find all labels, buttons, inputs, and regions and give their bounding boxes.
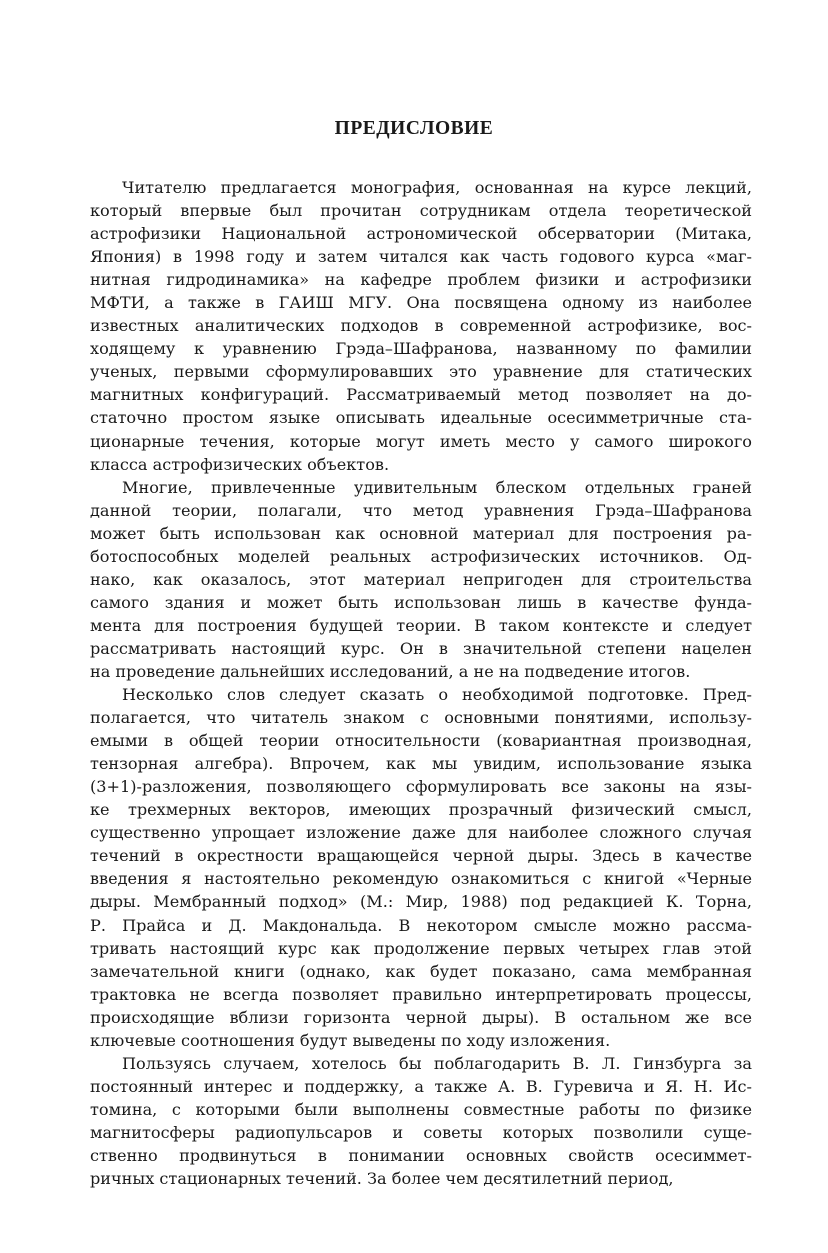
paragraph (90, 1052, 752, 1190)
text-line: Несколько слов следует сказать о необходимой подготовке. Пред- (122, 685, 752, 705)
text-line: емыми в общей теории относительности (ковариантная производная, (90, 731, 752, 751)
text-line: мента для построения будущей теории. В таком контексте и следует (90, 615, 752, 635)
text-line: существенно упрощает изложение даже для наиболее сложного случая (90, 823, 752, 843)
paragraph (90, 176, 752, 476)
text-line: Пользуясь случаем, хотелось бы поблагодарить В. Л. Гинзбурга за (122, 1053, 752, 1073)
text-line: рассматривать настоящий курс. Он в значительной степени нацелен (90, 638, 752, 658)
text-line: нако, как оказалось, этот материал непригоден для строительства (90, 569, 752, 589)
text-line: магнитосферы радиопульсаров и советы которых позволили суще- (90, 1122, 752, 1142)
text-line: введения я настоятельно рекомендую ознакомиться с книгой «Черные (90, 869, 752, 889)
text-line: статочно простом языке описывать идеальные осесимметричные ста- (90, 408, 752, 428)
text-line: Читателю предлагается монография, основанная на курсе лекций, (122, 178, 752, 197)
text-line: данной теории, полагали, что метод уравнения Грэда–Шафранова (90, 500, 752, 520)
text-line: томина, с которыми были выполнены совместные работы по физике (90, 1099, 752, 1119)
page-title: ПРЕДИСЛОВИЕ (334, 118, 494, 139)
text-line: Р. Прайса и Д. Макдональда. В некотором смысле можно рассма- (90, 915, 752, 935)
text-line: класса астрофизических объектов. (90, 454, 390, 474)
text-line: ке трехмерных векторов, имеющих прозрачный физический смысл, (90, 800, 752, 820)
text-line: на проведение дальнейших исследований, а не на подведение итогов. (90, 661, 691, 681)
text-line: Япония) в 1998 году и затем читался как часть годового курса «маг- (90, 247, 752, 267)
text-line: ричных стационарных течений. За более чем десятилетний период, (90, 1169, 674, 1189)
paragraph (90, 476, 752, 683)
text-line: трактовка не всегда позволяет правильно интерпретировать процессы, (90, 984, 752, 1004)
text-line: может быть использован как основной материал для построения ра- (90, 523, 752, 543)
text-line: самого здания и может быть использован лишь в качестве фунда- (90, 592, 752, 612)
text-line: ботоспособных моделей реальных астрофизических источников. Од- (90, 546, 752, 566)
text-line: астрофизики Национальной астрономической обсерватории (Митака, (90, 224, 752, 244)
text-line: тензорная алгебра). Впрочем, как мы увидим, использование языка (90, 754, 752, 774)
text-line: ходящему к уравнению Грэда–Шафранова, названному по фамилии (90, 339, 752, 359)
text-line: ционарные течения, которые могут иметь место у самого широкого (90, 431, 752, 451)
text-line: тривать настоящий курс как продолжение первых четырех глав этой (90, 938, 752, 958)
text-line: дыры. Мембранный подход» (М.: Мир, 1988) под редакцией К. Торна, (90, 892, 752, 912)
text-line: ственно продвинуться в понимании основных свойств осесиммет- (90, 1145, 752, 1165)
text-line: замечательной книги (однако, как будет показано, сама мембранная (90, 961, 752, 981)
text-line: МФТИ, а также в ГАИШ МГУ. Она посвящена одному из наиболее (90, 293, 752, 313)
paragraph (90, 683, 752, 1052)
text-line: постоянный интерес и поддержку, а также А. В. Гуревича и Я. Н. Ис- (90, 1076, 752, 1096)
text-line: ключевые соотношения будут выведены по ходу изложения. (90, 1030, 611, 1050)
text-line: (3+1)-разложения, позволяющего сформулировать все законы на язы- (90, 777, 752, 797)
text-line: течений в окрестности вращающейся черной дыры. Здесь в качестве (90, 846, 752, 866)
text-line: происходящие вблизи горизонта черной дыры). В остальном же все (90, 1007, 752, 1027)
text-line: Многие, привлеченные удивительным блеском отдельных граней (122, 477, 752, 497)
text-line: который впервые был прочитан сотрудникам отдела теоретической (90, 201, 752, 221)
text-line: магнитных конфигураций. Рассматриваемый метод позволяет на до- (90, 385, 752, 405)
preface-text (90, 176, 752, 1190)
text-line: известных аналитических подходов в современной астрофизике, вос- (90, 316, 752, 336)
text-line: нитная гидродинамика» на кафедре проблем физики и астрофизики (90, 270, 752, 290)
text-line: полагается, что читатель знаком с основными понятиями, использу- (90, 708, 752, 728)
text-line: ученых, первыми сформулировавших это уравнение для статических (90, 362, 752, 382)
